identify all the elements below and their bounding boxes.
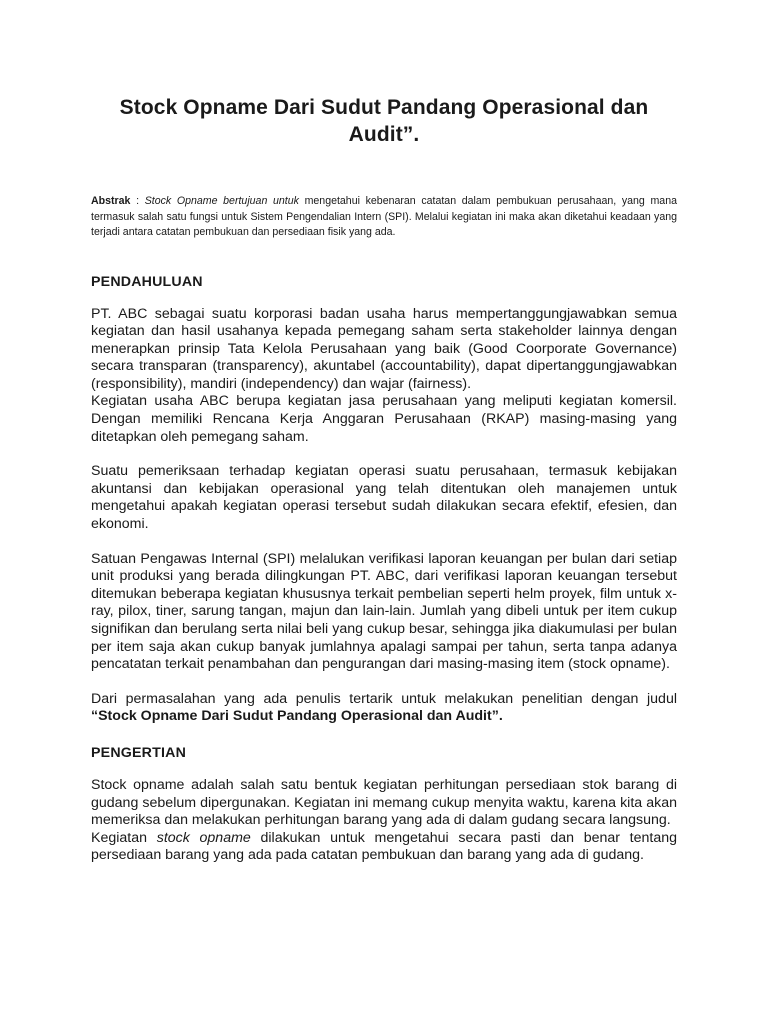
paragraph: Suatu pemeriksaan terhadap kegiatan operasi suatu perusahaan, termasuk kebijakan akuntansi dan kebijakan operasional yang telah ditentukan oleh manajemen untuk mengetahui apakah kegiatan operasi tersebut sudah dilakukan secara efektif, efesien, dan ekonomi. bbox=[91, 463, 677, 533]
paragraph: Satuan Pengawas Internal (SPI) melalukan verifikasi laporan keuangan per bulan dari setiap unit produksi yang berada dilingkungan PT. ABC, dari verifikasi laporan keuangan tersebut ditemukan beberapa kegiatan khususnya terkait pembelian seperti helm proyek, film untuk x-ray, pilox, tiner, sarung tangan, majun dan lain-lain. Jumlah yang dibeli untuk per item cukup signifikan dan berulang serta nilai beli yang cukup besar, sehingga jika diakumulasi per bulan per item saja akan cukup banyak jumlahnya apalagi sampai per tahun, serta tanpa adanya pencatatan terkait penambahan dan pengurangan dari masing-masing item (stock opname). bbox=[91, 550, 677, 673]
abstract bbox=[91, 194, 677, 241]
paragraph: Stock opname adalah salah satu bentuk kegiatan perhitungan persediaan stok barang di gudang sebelum dipergunakan. Kegiatan ini memang cukup menyita waktu, karena kita akan memeriksa dan melakukan perhitungan barang yang ada di dalam gudang secara langsung. bbox=[91, 776, 677, 829]
paragraph: PT. ABC sebagai suatu korporasi badan usaha harus mempertanggungjawabkan semua kegiatan dan hasil usahanya kepada pemegang saham serta stakeholder lainnya dengan menerapkan prinsip Tata Kelola Perusahaan yang baik (Good Coorporate Governance) secara transparan (transparency), akuntabel (accountability), dapat dipertanggungjawabkan (responsibility), mandiri (independency) dan wajar (fairness). bbox=[91, 305, 677, 392]
paragraph-text: dilakukan untuk mengetahui secara pasti dan benar tentang persediaan barang yang ada pada catatan pembukuan dan barang yang ada di gudang. bbox=[91, 829, 678, 864]
abstract-label: Abstrak bbox=[91, 195, 131, 207]
research-title-quote: “Stock Opname Dari Sudut Pandang Operasional dan Audit”. bbox=[91, 708, 503, 725]
paragraph bbox=[91, 691, 677, 726]
abstract-separator: : bbox=[130, 195, 145, 207]
italic-term: stock opname bbox=[156, 829, 251, 846]
abstract-text: mengetahui kebenaran catatan dalam pembukuan perusahaan, yang mana termasuk salah satu fungsi untuk Sistem Pengendalian Intern (SPI). Melalui kegiatan ini maka akan diketahui keadaan yang terjadi antara catatan pembukuan dan persediaan fisik yang ada. bbox=[91, 195, 677, 238]
section-heading-pengertian: PENGERTIAN bbox=[91, 744, 187, 761]
section-heading-pendahuluan: PENDAHULUAN bbox=[91, 273, 203, 290]
abstract-lead: Stock Opname bertujuan untuk bbox=[144, 195, 299, 207]
paragraph-text: Dari permasalahan yang ada penulis tertarik untuk melakukan penelitian dengan judul bbox=[91, 690, 677, 707]
paragraph bbox=[91, 830, 677, 865]
paragraph: Kegiatan usaha ABC berupa kegiatan jasa perusahaan yang meliputi kegiatan komersil. Dengan memiliki Rencana Kerja Anggaran Perusahaan (RKAP) masing-masing yang ditetapkan oleh pemegang saham. bbox=[91, 393, 677, 445]
document-title: Stock Opname Dari Sudut Pandang Operasional dan Audit”. bbox=[119, 96, 649, 146]
paragraph-text: Kegiatan bbox=[91, 829, 157, 846]
